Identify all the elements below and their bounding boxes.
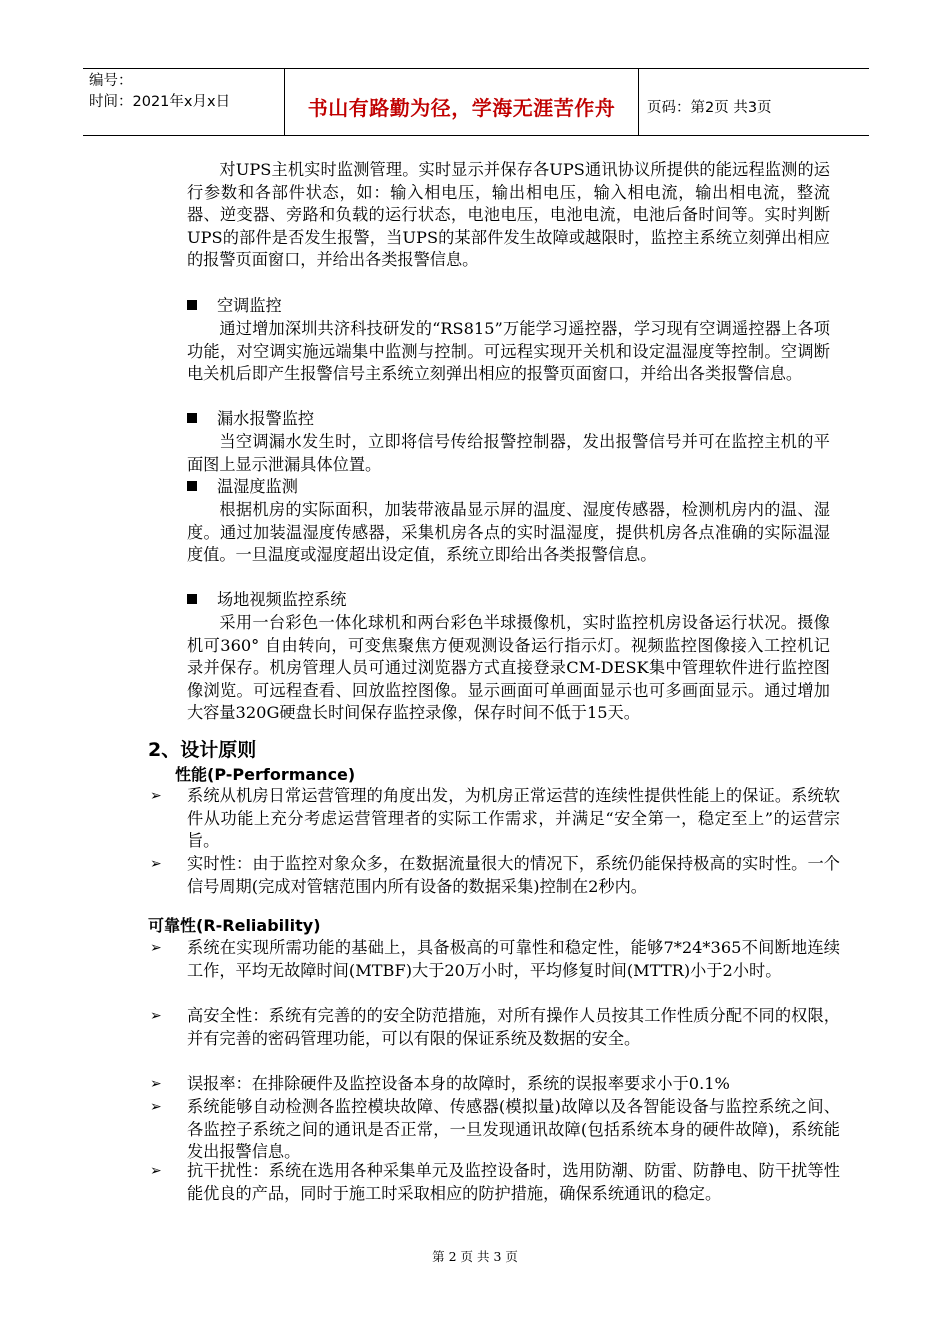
leak-heading: 漏水报警监控 <box>187 408 314 431</box>
temp-paragraph: 根据机房的实际面积，加装带液晶显示屏的温度、湿度传感器，检测机房内的温、湿度。通过加装温湿度传感器，采集机房各点的实时温湿度，提供机房各点准确的实际温湿度值。一旦温度或湿度超出设定值，系统立即给出各类报警信息。 <box>187 500 830 565</box>
arrow-bullet-icon: ➢ <box>150 940 162 956</box>
ac-paragraph: 通过增加深圳共济科技研发的“RS815”万能学习遥控器，学习现有空调遥控器上各项功能，对空调实施远端集中监测与控制。可远程实现开关机和设定温湿度等控制。空调断电关机后即产生报警信号主系统立刻弹出相应的报警页面窗口，并给出各类报警信息。 <box>187 319 830 384</box>
page-footer: 第 2 页 共 3 页 <box>432 1249 518 1264</box>
header-page-label: 页码：第2页 共3页 <box>647 99 772 116</box>
temp-heading: 温湿度监测 <box>187 476 298 499</box>
arrow-bullet-icon: ➢ <box>150 1163 162 1179</box>
rel-item-4: ➢ 系统能够自动检测各监控模块故障、传感器(模拟量)故障以及各智能设备与监控系统之间、各监控子系统之间的通讯是否正常，一旦发现通讯故障(包括系统本身的硬件故障)，系统能发出报警信息。 <box>150 1097 840 1162</box>
perf-item-1: ➢ 系统从机房日常运营管理的角度出发，为机房正常运营的连续性提供性能上的保证。系统软件从功能上充分考虑运营管理者的实际工作需求，并满足“安全第一，稳定至上”的运营宗旨。 <box>150 786 840 851</box>
perf-item-2: ➢ 实时性：由于监控对象众多，在数据流量很大的情况下，系统仍能保持极高的实时性。一个信号周期(完成对管辖范围内所有设备的数据采集)控制在2秒内。 <box>150 854 840 896</box>
design-heading: 2、设计原则 <box>148 739 257 761</box>
rel-item-3: ➢ 误报率：在排除硬件及监控设备本身的故障时，系统的误报率要求小于0.1% <box>150 1073 840 1096</box>
square-bullet-icon <box>187 481 197 491</box>
ac-heading: 空调监控 <box>187 295 282 318</box>
arrow-bullet-icon: ➢ <box>150 1099 162 1115</box>
time-label: 时间：2021年x月x日 <box>89 94 231 110</box>
ups-paragraph: 对UPS主机实时监测管理。实时显示并保存各UPS通讯协议所提供的能远程监测的运行参数和各部件状态，如：输入相电压，输出相电压，输入相电流，输出相电流，整流器、逆变器、旁路和负载的运行状态，电池电压，电池电流，电池后备时间等。实时判断UPS的部件是否发生报警，当UPS的某部件发生故障或越限时，监控主系统立刻弹出相应的报警页面窗口，并给出各类报警信息。 <box>187 160 830 270</box>
header-meta-cell <box>83 69 285 135</box>
reliability-title: 可靠性(R-Reliability) <box>148 916 321 935</box>
arrow-bullet-icon: ➢ <box>150 788 162 804</box>
rel-item-1: ➢ 系统在实现所需功能的基础上，具备极高的可靠性和稳定性，能够7*24*365不间断地连续工作，平均无故障时间(MTBF)大于20万小时，平均修复时间(MTTR)小于2小时。 <box>150 938 840 980</box>
arrow-bullet-icon: ➢ <box>150 1008 162 1024</box>
leak-paragraph: 当空调漏水发生时，立即将信号传给报警控制器，发出报警信号并可在监控主机的平面图上显示泄漏具体位置。 <box>187 432 830 474</box>
rel-item-2: ➢ 高安全性：系统有完善的的安全防范措施，对所有操作人员按其工作性质分配不同的权限，并有完善的密码管理功能，可以有限的保证系统及数据的安全。 <box>150 1006 840 1048</box>
square-bullet-icon <box>187 413 197 423</box>
square-bullet-icon <box>187 300 197 310</box>
rel-item-5: ➢ 抗干扰性：系统在选用各种采集单元及监控设备时，选用防潮、防雷、防静电、防干扰等性能优良的产品，同时于施工时采取相应的防护措施，确保系统通讯的稳定。 <box>150 1161 840 1203</box>
video-paragraph: 采用一台彩色一体化球机和两台彩色半球摄像机，实时监控机房设备运行状况。摄像机可360° 自由转向，可变焦聚焦方便观测设备运行指示灯。视频监控图像接入工控机记录并保存。机房管理人员可通过浏览器方式直接登录CM-DESK集中管理软件进行监控图像浏览。可远程查看、回放监控图像。显示画面可单画面显示也可多画面显示。通过增加大容量320G硬盘长时间保存监控录像，保存时间不低于15天。 <box>187 613 830 723</box>
header-motto: 书山有路勤为径，学海无涯苦作舟 <box>285 69 639 135</box>
video-heading: 场地视频监控系统 <box>187 589 347 612</box>
performance-title: 性能(P-Performance) <box>175 765 356 784</box>
arrow-bullet-icon: ➢ <box>150 856 162 872</box>
number-label: 编号： <box>89 73 133 89</box>
square-bullet-icon <box>187 594 197 604</box>
document-header <box>83 68 869 136</box>
arrow-bullet-icon: ➢ <box>150 1076 162 1092</box>
